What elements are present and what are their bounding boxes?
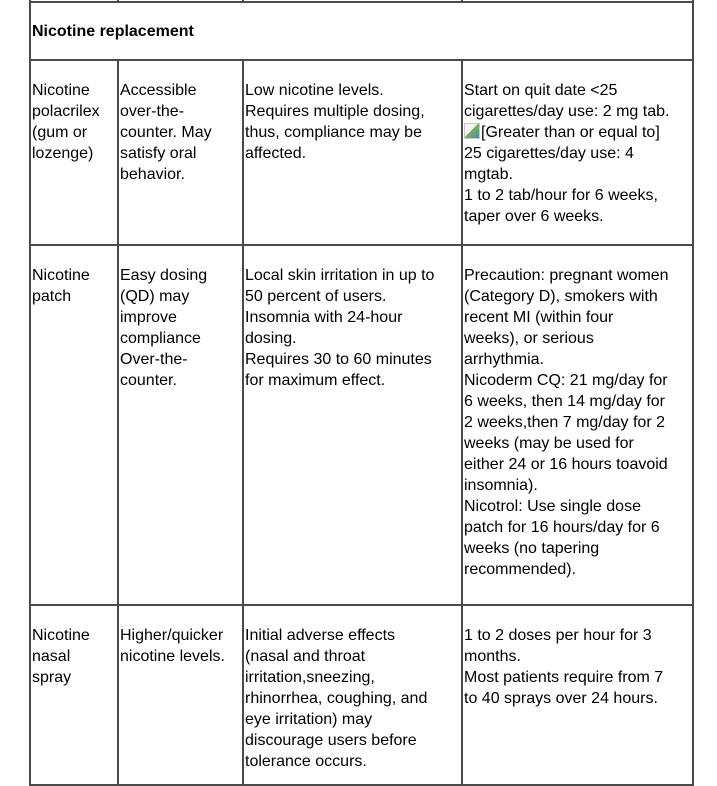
text-line: polacrilex (32, 103, 100, 120)
text-line: over-the- (120, 103, 185, 120)
text-line: affected. (245, 145, 307, 162)
text-line: Initial adverse effects (245, 627, 396, 644)
text-line: behavior. (120, 166, 185, 183)
text-line: compliance (120, 330, 201, 347)
text-line: Most patients require from 7 (464, 669, 664, 686)
text-line: Start on quit date <25 (464, 82, 618, 99)
text-line: eye irritation) may (245, 711, 373, 728)
text-line: irritation,sneezing, (245, 669, 375, 686)
text-line: patch (32, 288, 72, 305)
text-line: Nicotine (32, 82, 90, 99)
text-line: Nicoderm CQ: 21 mg/day for (464, 372, 668, 389)
text-line-with-image (464, 122, 691, 143)
text-line: Low nicotine levels. (245, 82, 384, 99)
text-line: thus, compliance may be (245, 124, 422, 141)
text-line: (QD) may (120, 288, 190, 305)
text-line: weeks (no tapering (464, 540, 600, 557)
text-line: taper over 6 weeks. (464, 208, 604, 225)
text-line: lozenge) (32, 145, 94, 162)
text-line: Insomnia with 24-hour (245, 309, 403, 326)
text-line: for maximum effect. (245, 372, 386, 389)
text-line: weeks (may be used for (464, 435, 634, 452)
text-line: (nasal and throat (245, 648, 366, 665)
text-line: 50 percent of users. (245, 288, 387, 305)
text-line: Requires 30 to 60 minutes (245, 351, 432, 368)
text-line: Higher/quicker (120, 627, 224, 644)
text-line: counter. May (120, 124, 212, 141)
text-line: arrhythmia. (464, 351, 545, 368)
disadvantages-cell (243, 60, 462, 245)
section-header: Nicotine replacement (30, 2, 693, 60)
text-line: 6 weeks, then 14 mg/day for (464, 393, 665, 410)
text-line: spray (32, 669, 72, 686)
text-line: rhinorrhea, coughing, and (245, 690, 428, 707)
product-cell (30, 605, 118, 785)
text-line: weeks), or serious (464, 330, 594, 347)
text-line: patch for 16 hours/day for 6 (464, 519, 660, 536)
product-cell (30, 245, 118, 605)
text-line: counter. (120, 372, 177, 389)
dosing-cell (462, 605, 693, 785)
text: [Greater than or equal to] (481, 124, 660, 141)
text-line: insomnia). (464, 477, 538, 494)
section-header-row (30, 2, 693, 60)
text-line: Easy dosing (120, 267, 208, 284)
text-line: tolerance occurs. (245, 753, 367, 770)
text-line: recent MI (within four (464, 309, 614, 326)
text-line: nicotine levels. (120, 648, 225, 665)
dosing-cell (462, 245, 693, 605)
text-line: either 24 or 16 hours toavoid (464, 456, 668, 473)
text-line: Nicotine (32, 627, 90, 644)
text-line: months. (464, 648, 521, 665)
product-cell (30, 60, 118, 245)
text-line: satisfy oral (120, 145, 197, 162)
text-line: (Category D), smokers with (464, 288, 658, 305)
text-line: Nicotrol: Use single dose (464, 498, 641, 515)
table-row (30, 60, 693, 245)
text-line: nasal (32, 648, 71, 665)
advantages-cell (118, 605, 243, 785)
advantages-cell (118, 60, 243, 245)
broken-image-icon (464, 123, 480, 139)
disadvantages-cell (243, 605, 462, 785)
text-line: Nicotine (32, 267, 90, 284)
text-line: improve (120, 309, 177, 326)
text-line: 2 weeks,then 7 mg/day for 2 (464, 414, 665, 431)
table-row (30, 605, 693, 785)
dosing-cell (462, 60, 693, 245)
text-line: Accessible (120, 82, 197, 99)
text-line: discourage users before (245, 732, 417, 749)
text-line: Over-the- (120, 351, 188, 368)
text-line: to 40 sprays over 24 hours. (464, 690, 658, 707)
text-line: mgtab. (464, 166, 513, 183)
text-line: (gum or (32, 124, 88, 141)
text-line: cigarettes/day use: 2 mg tab. (464, 103, 670, 120)
text-line: recommended). (464, 561, 577, 578)
advantages-cell (118, 245, 243, 605)
text-line: 1 to 2 doses per hour for 3 (464, 627, 652, 644)
text-line: 1 to 2 tab/hour for 6 weeks, (464, 187, 658, 204)
text-line: Local skin irritation in up to (245, 267, 435, 284)
text-line: Precaution: pregnant women (464, 267, 669, 284)
text-line: Requires multiple dosing, (245, 103, 425, 120)
text-line: dosing. (245, 330, 297, 347)
table-row (30, 245, 693, 605)
disadvantages-cell (243, 245, 462, 605)
nicotine-replacement-table (29, 0, 694, 786)
text-line: 25 cigarettes/day use: 4 (464, 145, 634, 162)
